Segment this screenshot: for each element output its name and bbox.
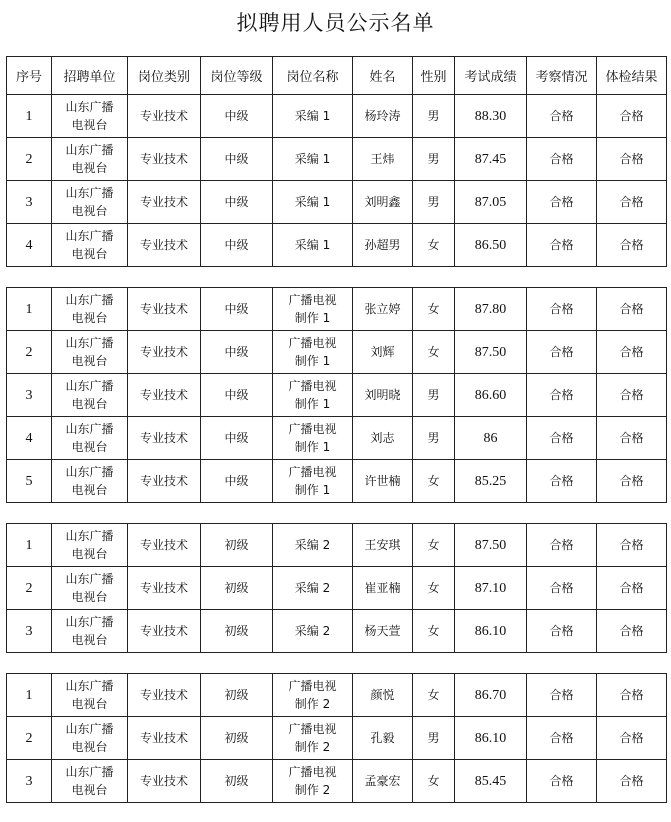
cell-inspection: 合格 [527, 95, 597, 138]
cell-seq: 1 [7, 95, 52, 138]
cell-category: 专业技术 [128, 138, 201, 181]
cell-gender: 男 [413, 181, 455, 224]
cell-inspection: 合格 [527, 224, 597, 267]
cell-level: 中级 [201, 288, 273, 331]
cell-medical: 合格 [597, 417, 667, 460]
cell-unit [52, 374, 128, 417]
cell-unit-line: 电视台 [71, 247, 108, 261]
cell-category: 专业技术 [128, 610, 201, 653]
cell-medical: 合格 [597, 374, 667, 417]
cell-unit-line: 山东广播 [65, 186, 114, 200]
cell-position [273, 524, 353, 567]
separator-cell [7, 653, 667, 674]
cell-unit [52, 224, 128, 267]
cell-category: 专业技术 [128, 181, 201, 224]
cell-unit-line: 山东广播 [65, 572, 114, 586]
cell-level: 初级 [201, 524, 273, 567]
group-separator [7, 653, 667, 674]
cell-gender: 女 [413, 224, 455, 267]
cell-category: 专业技术 [128, 460, 201, 503]
cell-position-line: 制作 1 [294, 311, 331, 325]
table-row [7, 288, 667, 331]
cell-inspection: 合格 [527, 181, 597, 224]
cell-level: 中级 [201, 138, 273, 181]
cell-position-line: 广播电视 [288, 336, 337, 350]
cell-seq: 3 [7, 374, 52, 417]
cell-unit-line: 山东广播 [65, 336, 114, 350]
cell-unit [52, 417, 128, 460]
cell-score: 87.05 [455, 181, 527, 224]
cell-inspection: 合格 [527, 288, 597, 331]
group-separator [7, 503, 667, 524]
table-body [7, 95, 667, 803]
cell-position-line: 采编 1 [294, 195, 331, 209]
header-name: 姓名 [353, 57, 413, 95]
cell-seq: 1 [7, 288, 52, 331]
table-row [7, 374, 667, 417]
cell-gender: 女 [413, 331, 455, 374]
cell-inspection: 合格 [527, 417, 597, 460]
cell-unit [52, 717, 128, 760]
cell-score: 87.80 [455, 288, 527, 331]
cell-level: 初级 [201, 567, 273, 610]
header-row [7, 57, 667, 95]
cell-name: 孟豪宏 [353, 760, 413, 803]
cell-name: 崔亚楠 [353, 567, 413, 610]
table-row [7, 95, 667, 138]
cell-unit-line: 山东广播 [65, 529, 114, 543]
cell-medical: 合格 [597, 95, 667, 138]
cell-name: 许世楠 [353, 460, 413, 503]
cell-seq: 3 [7, 760, 52, 803]
cell-position-line: 制作 2 [294, 740, 331, 754]
cell-name: 刘辉 [353, 331, 413, 374]
cell-medical: 合格 [597, 224, 667, 267]
cell-level: 中级 [201, 331, 273, 374]
document-title: 拟聘用人员公示名单 [236, 11, 435, 35]
cell-unit-line: 山东广播 [65, 465, 114, 479]
cell-inspection: 合格 [527, 674, 597, 717]
cell-unit-line: 电视台 [71, 204, 108, 218]
cell-unit-line: 电视台 [71, 161, 108, 175]
cell-gender: 男 [413, 374, 455, 417]
cell-unit-line: 山东广播 [65, 679, 114, 693]
cell-gender: 男 [413, 417, 455, 460]
cell-position-line: 广播电视 [288, 765, 337, 779]
cell-unit-line: 山东广播 [65, 722, 114, 736]
separator-cell [7, 267, 667, 288]
personnel-table [6, 56, 667, 803]
cell-name: 孔毅 [353, 717, 413, 760]
cell-seq: 1 [7, 674, 52, 717]
cell-unit [52, 138, 128, 181]
cell-inspection: 合格 [527, 524, 597, 567]
cell-seq: 2 [7, 331, 52, 374]
cell-unit-line: 电视台 [71, 440, 108, 454]
group-separator [7, 267, 667, 288]
cell-category: 专业技术 [128, 760, 201, 803]
cell-gender: 女 [413, 524, 455, 567]
cell-unit-line: 山东广播 [65, 229, 114, 243]
cell-unit-line: 电视台 [71, 590, 108, 604]
cell-name: 刘明晓 [353, 374, 413, 417]
table-row [7, 331, 667, 374]
cell-score: 87.50 [455, 331, 527, 374]
cell-seq: 3 [7, 181, 52, 224]
cell-medical: 合格 [597, 181, 667, 224]
cell-position-line: 广播电视 [288, 679, 337, 693]
cell-unit [52, 524, 128, 567]
table-row [7, 717, 667, 760]
cell-level: 初级 [201, 674, 273, 717]
cell-category: 专业技术 [128, 717, 201, 760]
header-category: 岗位类别 [128, 57, 201, 95]
cell-position-line: 采编 1 [294, 238, 331, 252]
cell-seq: 5 [7, 460, 52, 503]
cell-category: 专业技术 [128, 374, 201, 417]
cell-position-line: 制作 1 [294, 440, 331, 454]
cell-unit-line: 电视台 [71, 118, 108, 132]
cell-unit-line: 山东广播 [65, 765, 114, 779]
cell-position [273, 288, 353, 331]
cell-inspection: 合格 [527, 460, 597, 503]
cell-name: 刘明鑫 [353, 181, 413, 224]
cell-seq: 3 [7, 610, 52, 653]
cell-unit-line: 电视台 [71, 397, 108, 411]
cell-position [273, 95, 353, 138]
cell-inspection: 合格 [527, 610, 597, 653]
cell-name: 颜悦 [353, 674, 413, 717]
cell-category: 专业技术 [128, 224, 201, 267]
cell-seq: 4 [7, 224, 52, 267]
cell-level: 中级 [201, 181, 273, 224]
cell-gender: 男 [413, 717, 455, 760]
cell-position-line: 广播电视 [288, 293, 337, 307]
cell-score: 86.50 [455, 224, 527, 267]
cell-position [273, 674, 353, 717]
table-row [7, 460, 667, 503]
cell-unit [52, 674, 128, 717]
cell-seq: 1 [7, 524, 52, 567]
cell-inspection: 合格 [527, 760, 597, 803]
cell-position-line: 制作 2 [294, 697, 331, 711]
cell-score: 87.10 [455, 567, 527, 610]
cell-position-line: 制作 1 [294, 483, 331, 497]
cell-score: 86 [455, 417, 527, 460]
header-gender: 性别 [413, 57, 455, 95]
cell-unit-line: 山东广播 [65, 143, 114, 157]
cell-gender: 女 [413, 567, 455, 610]
cell-gender: 女 [413, 760, 455, 803]
cell-unit [52, 288, 128, 331]
cell-level: 中级 [201, 95, 273, 138]
cell-unit-line: 电视台 [71, 697, 108, 711]
cell-position [273, 567, 353, 610]
cell-seq: 2 [7, 138, 52, 181]
cell-level: 初级 [201, 760, 273, 803]
table-row [7, 610, 667, 653]
cell-gender: 女 [413, 288, 455, 331]
cell-score: 86.10 [455, 717, 527, 760]
cell-name: 张立婷 [353, 288, 413, 331]
cell-position-line: 广播电视 [288, 422, 337, 436]
table-row [7, 760, 667, 803]
cell-name: 孙超男 [353, 224, 413, 267]
header-seq: 序号 [7, 57, 52, 95]
cell-medical: 合格 [597, 674, 667, 717]
cell-category: 专业技术 [128, 674, 201, 717]
cell-category: 专业技术 [128, 331, 201, 374]
cell-score: 87.45 [455, 138, 527, 181]
cell-score: 85.45 [455, 760, 527, 803]
cell-inspection: 合格 [527, 138, 597, 181]
cell-name: 杨天萱 [353, 610, 413, 653]
cell-position [273, 610, 353, 653]
cell-position-line: 广播电视 [288, 379, 337, 393]
cell-medical: 合格 [597, 717, 667, 760]
cell-gender: 男 [413, 95, 455, 138]
cell-position [273, 181, 353, 224]
cell-unit [52, 331, 128, 374]
cell-score: 86.10 [455, 610, 527, 653]
cell-inspection: 合格 [527, 567, 597, 610]
cell-medical: 合格 [597, 567, 667, 610]
separator-cell [7, 503, 667, 524]
cell-position-line: 制作 1 [294, 397, 331, 411]
cell-medical: 合格 [597, 331, 667, 374]
cell-unit-line: 电视台 [71, 311, 108, 325]
cell-position [273, 138, 353, 181]
table-row [7, 417, 667, 460]
cell-score: 86.70 [455, 674, 527, 717]
cell-position [273, 760, 353, 803]
cell-position [273, 460, 353, 503]
cell-position-line: 采编 1 [294, 152, 331, 166]
cell-level: 中级 [201, 417, 273, 460]
cell-score: 88.30 [455, 95, 527, 138]
cell-medical: 合格 [597, 138, 667, 181]
cell-unit-line: 电视台 [71, 483, 108, 497]
cell-score: 87.50 [455, 524, 527, 567]
cell-unit-line: 电视台 [71, 547, 108, 561]
cell-unit-line: 电视台 [71, 783, 108, 797]
cell-unit-line: 山东广播 [65, 379, 114, 393]
cell-unit [52, 95, 128, 138]
cell-score: 85.25 [455, 460, 527, 503]
cell-name: 杨玲涛 [353, 95, 413, 138]
cell-position [273, 331, 353, 374]
cell-gender: 男 [413, 138, 455, 181]
cell-gender: 女 [413, 674, 455, 717]
header-medical: 体检结果 [597, 57, 667, 95]
cell-level: 中级 [201, 374, 273, 417]
cell-unit-line: 山东广播 [65, 293, 114, 307]
cell-name: 王炜 [353, 138, 413, 181]
table-row [7, 181, 667, 224]
cell-unit-line: 山东广播 [65, 615, 114, 629]
cell-inspection: 合格 [527, 374, 597, 417]
cell-name: 王安琪 [353, 524, 413, 567]
header-position: 岗位名称 [273, 57, 353, 95]
cell-position [273, 224, 353, 267]
cell-unit [52, 460, 128, 503]
header-inspection: 考察情况 [527, 57, 597, 95]
table-row [7, 224, 667, 267]
cell-gender: 女 [413, 460, 455, 503]
cell-position-line: 采编 2 [294, 624, 331, 638]
cell-seq: 2 [7, 567, 52, 610]
cell-unit [52, 181, 128, 224]
cell-medical: 合格 [597, 460, 667, 503]
cell-medical: 合格 [597, 524, 667, 567]
cell-category: 专业技术 [128, 524, 201, 567]
cell-category: 专业技术 [128, 417, 201, 460]
cell-medical: 合格 [597, 610, 667, 653]
cell-position-line: 制作 2 [294, 783, 331, 797]
cell-seq: 4 [7, 417, 52, 460]
table-row [7, 138, 667, 181]
cell-position [273, 417, 353, 460]
cell-position-line: 广播电视 [288, 722, 337, 736]
cell-unit [52, 760, 128, 803]
cell-position-line: 采编 2 [294, 581, 331, 595]
cell-position-line: 制作 1 [294, 354, 331, 368]
cell-position-line: 采编 2 [294, 538, 331, 552]
cell-inspection: 合格 [527, 717, 597, 760]
cell-unit [52, 610, 128, 653]
cell-level: 初级 [201, 717, 273, 760]
table-row [7, 524, 667, 567]
cell-position [273, 717, 353, 760]
cell-position-line: 采编 1 [294, 109, 331, 123]
cell-category: 专业技术 [128, 95, 201, 138]
cell-name: 刘志 [353, 417, 413, 460]
cell-level: 中级 [201, 224, 273, 267]
cell-level: 初级 [201, 610, 273, 653]
cell-seq: 2 [7, 717, 52, 760]
table-row [7, 567, 667, 610]
cell-gender: 女 [413, 610, 455, 653]
header-unit: 招聘单位 [52, 57, 128, 95]
cell-medical: 合格 [597, 288, 667, 331]
cell-score: 86.60 [455, 374, 527, 417]
header-score: 考试成绩 [455, 57, 527, 95]
cell-category: 专业技术 [128, 288, 201, 331]
cell-unit-line: 山东广播 [65, 422, 114, 436]
cell-unit-line: 电视台 [71, 740, 108, 754]
cell-position [273, 374, 353, 417]
header-level: 岗位等级 [201, 57, 273, 95]
table-row [7, 674, 667, 717]
cell-unit-line: 电视台 [71, 633, 108, 647]
cell-unit [52, 567, 128, 610]
cell-position-line: 广播电视 [288, 465, 337, 479]
cell-category: 专业技术 [128, 567, 201, 610]
cell-inspection: 合格 [527, 331, 597, 374]
cell-medical: 合格 [597, 760, 667, 803]
cell-level: 中级 [201, 460, 273, 503]
cell-unit-line: 电视台 [71, 354, 108, 368]
cell-unit-line: 山东广播 [65, 100, 114, 114]
